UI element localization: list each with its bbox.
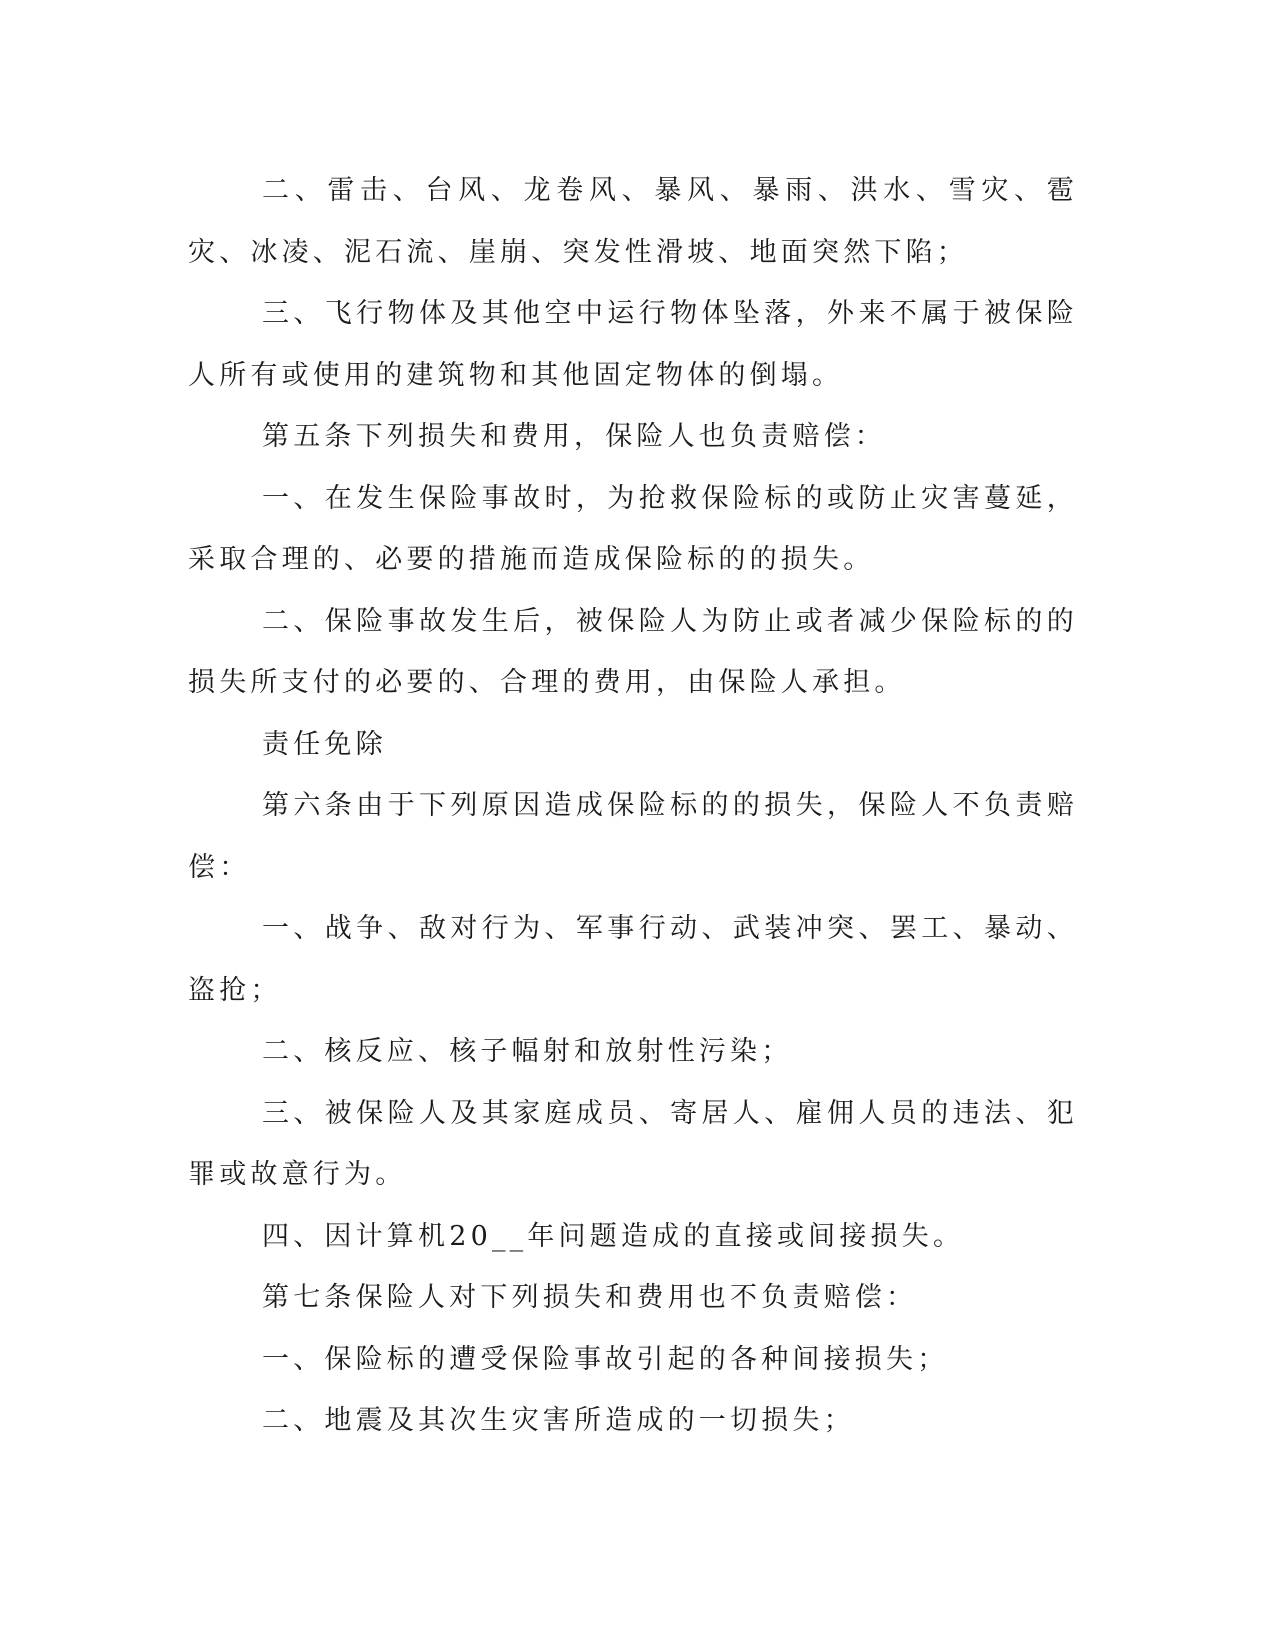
paragraph-nuclear-exclusion: 二、核反应、核子幅射和放射性污染；	[262, 1036, 793, 1067]
paragraph-mitigation-costs: 二、保险事故发生后，被保险人为防止或者减少保险标的的损失所支付的必要的、合理的费用，由保险人承担。	[188, 605, 1078, 698]
paragraph-falling-objects: 三、飞行物体及其他空中运行物体坠落，外来不属于被保险人所有或使用的建筑物和其他固定物体的倒塌。	[188, 298, 1078, 391]
paragraph-article-7: 第七条保险人对下列损失和费用也不负责赔偿：	[262, 1282, 918, 1313]
paragraph-article-5: 第五条下列损失和费用，保险人也负责赔偿：	[262, 421, 886, 452]
paragraph-intentional-acts: 三、被保险人及其家庭成员、寄居人、雇佣人员的违法、犯罪或故意行为。	[188, 1097, 1078, 1190]
paragraph-indirect-loss: 一、保险标的遭受保险事故引起的各种间接损失；	[262, 1343, 949, 1375]
document-body	[188, 160, 1078, 1452]
paragraph-rescue-loss: 一、在发生保险事故时，为抢救保险标的或防止灾害蔓延，采取合理的、必要的措施而造成保险标的的损失。	[188, 482, 1078, 575]
paragraph-computer-problem: 四、因计算机20__年问题造成的直接或间接损失。	[262, 1220, 965, 1252]
paragraph-earthquake: 二、地震及其次生灾害所造成的一切损失；	[262, 1405, 855, 1436]
paragraph-war-exclusion: 一、战争、敌对行为、军事行动、武装冲突、罢工、暴动、盗抢；	[188, 913, 1078, 1006]
section-heading-exclusions: 责任免除	[262, 728, 387, 760]
paragraph-natural-disasters: 二、雷击、台风、龙卷风、暴风、暴雨、洪水、雪灾、雹灾、冰凌、泥石流、崖崩、突发性滑坡、地面突然下陷；	[188, 175, 1078, 268]
paragraph-article-6: 第六条由于下列原因造成保险标的的损失，保险人不负责赔偿：	[188, 790, 1078, 883]
